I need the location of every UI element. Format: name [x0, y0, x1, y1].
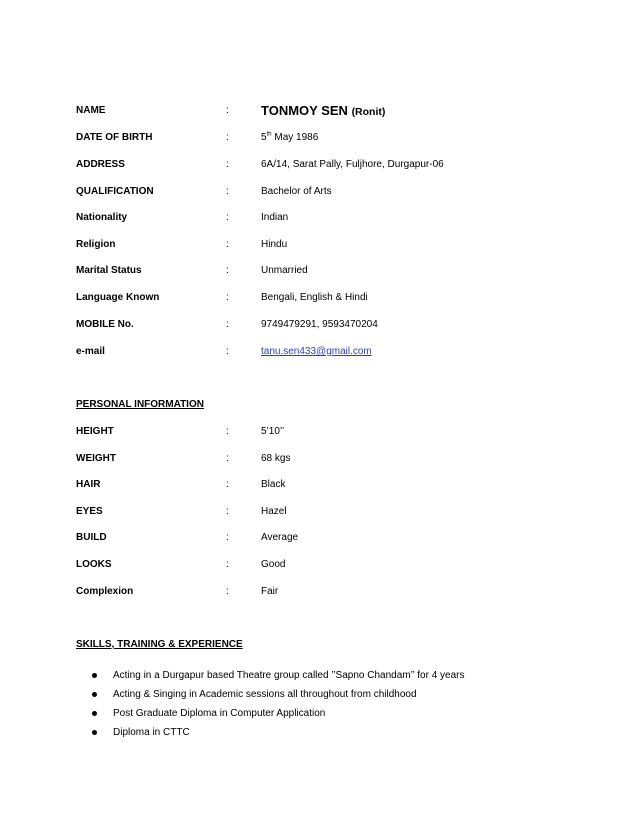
colon: :: [226, 453, 229, 464]
value-marital-status: Unmarried: [261, 265, 308, 276]
label-hair: HAIR: [76, 479, 101, 490]
row-marital-status: [76, 263, 596, 279]
value-hair: Black: [261, 479, 286, 490]
value-weight: 68 kgs: [261, 453, 291, 464]
email-link[interactable]: tanu.sen433@gmail.com: [261, 346, 372, 357]
list-item: [92, 666, 465, 685]
colon: :: [226, 532, 229, 543]
colon: :: [226, 586, 229, 597]
value-address: 6A/14, Sarat Pally, Fuljhore, Durgapur-06: [261, 159, 444, 170]
label-qualification: QUALIFICATION: [76, 186, 154, 197]
value-height: 5’10’’: [261, 426, 285, 437]
skill-text: Acting in a Durgapur based Theatre group called ’’Sapno Chandam’’ for 4 years: [113, 670, 465, 681]
value-nationality: Indian: [261, 212, 289, 223]
row-nationality: [76, 210, 596, 226]
value-mobile: 9749479291, 9593470204: [261, 319, 378, 330]
bullet-icon: [92, 692, 97, 697]
dob-rest: May 1986: [274, 132, 319, 143]
value-dob: [261, 130, 318, 146]
value-language: Bengali, English & Hindi: [261, 292, 368, 303]
skills-list: [92, 666, 465, 742]
colon: :: [226, 239, 229, 250]
colon: :: [226, 506, 229, 517]
value-build: Average: [261, 532, 299, 543]
skill-text: Acting & Singing in Academic sessions all throughout from childhood: [113, 689, 417, 700]
dob-suffix: th: [266, 131, 272, 138]
nickname: (Ronit): [351, 106, 386, 118]
row-dob: [76, 130, 596, 146]
list-item: [92, 723, 465, 742]
colon: :: [226, 346, 229, 357]
label-height: HEIGHT: [76, 426, 114, 437]
row-height: [76, 424, 596, 440]
bullet-icon: [92, 673, 97, 678]
row-eyes: [76, 504, 596, 520]
colon: :: [226, 186, 229, 197]
value-qualification: Bachelor of Arts: [261, 186, 332, 197]
value-religion: Hindu: [261, 239, 288, 250]
colon: :: [226, 559, 229, 570]
label-complexion: Complexion: [76, 586, 134, 597]
full-name: TONMOY SEN: [261, 103, 348, 118]
label-marital-status: Marital Status: [76, 265, 142, 276]
row-language: [76, 290, 596, 306]
skill-text: Post Graduate Diploma in Computer Application: [113, 708, 326, 719]
row-looks: [76, 557, 596, 573]
section-title-personal-information: PERSONAL INFORMATION: [76, 399, 204, 410]
label-looks: LOOKS: [76, 559, 112, 570]
colon: :: [226, 479, 229, 490]
colon: :: [226, 159, 229, 170]
row-address: [76, 157, 596, 173]
row-religion: [76, 237, 596, 253]
row-weight: [76, 451, 596, 467]
label-eyes: EYES: [76, 506, 103, 517]
colon: :: [226, 426, 229, 437]
list-item: [92, 685, 465, 704]
row-mobile: [76, 317, 596, 333]
colon: :: [226, 319, 229, 330]
list-item: [92, 704, 465, 723]
row-complexion: [76, 584, 596, 600]
colon: :: [226, 212, 229, 223]
value-eyes: Hazel: [261, 506, 287, 517]
bullet-icon: [92, 730, 97, 735]
row-email: [76, 344, 596, 360]
colon: :: [226, 132, 229, 143]
label-address: ADDRESS: [76, 159, 125, 170]
section-title-skills: SKILLS, TRAINING & EXPERIENCE: [76, 639, 243, 650]
label-religion: Religion: [76, 239, 116, 250]
row-build: [76, 530, 596, 546]
value-looks: Good: [261, 559, 286, 570]
dob-day: 5: [261, 132, 267, 143]
label-name: NAME: [76, 105, 106, 116]
row-qualification: [76, 184, 596, 200]
label-mobile: MOBILE No.: [76, 319, 134, 330]
label-weight: WEIGHT: [76, 453, 116, 464]
bullet-icon: [92, 711, 97, 716]
row-name: [76, 103, 596, 119]
colon: :: [226, 265, 229, 276]
skill-text: Diploma in CTTC: [113, 727, 190, 738]
label-build: BUILD: [76, 532, 107, 543]
label-dob: DATE OF BIRTH: [76, 132, 153, 143]
label-language: Language Known: [76, 292, 160, 303]
label-email: e-mail: [76, 346, 105, 357]
row-hair: [76, 477, 596, 493]
value-name: [261, 103, 385, 120]
colon: :: [226, 292, 229, 303]
value-complexion: Fair: [261, 586, 279, 597]
label-nationality: Nationality: [76, 212, 128, 223]
colon: :: [226, 105, 229, 116]
